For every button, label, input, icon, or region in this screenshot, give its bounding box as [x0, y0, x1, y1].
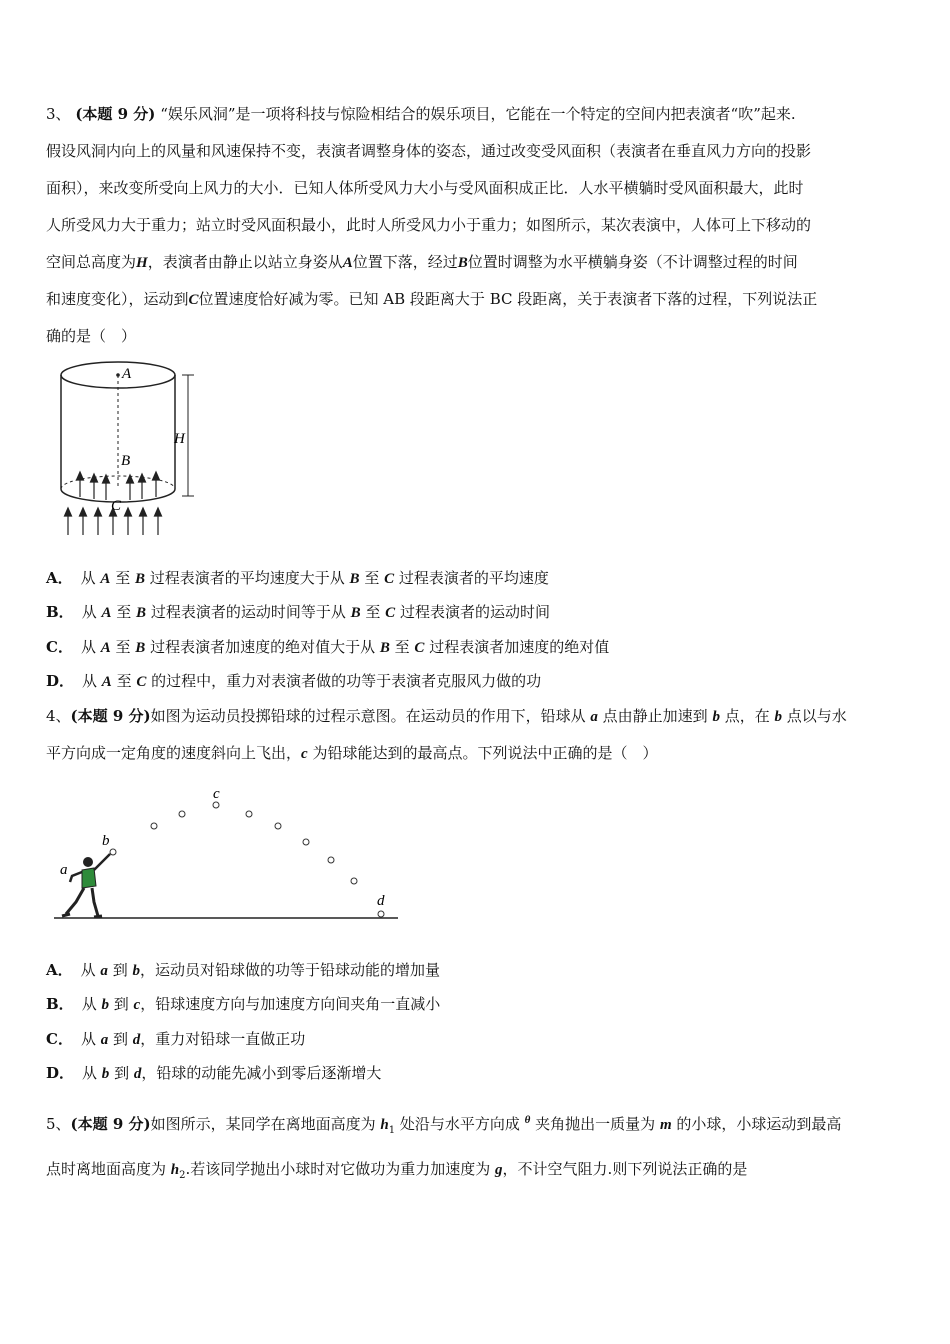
- q4-line-2: 平方向成一定角度的速度斜向上飞出，c 为铅球能达到的最高点。下列说法中正确的是（ ）: [46, 744, 658, 762]
- label-d: d: [377, 893, 385, 909]
- q4-tag: (本题 9 分): [70, 707, 151, 725]
- q4-line-1: 4、(本题 9 分)如图为运动员投掷铅球的过程示意图。在运动员的作用下，铅球从 a 点由静止加速到 b 点，在 b 点以与水: [46, 707, 847, 725]
- q4-option-d[interactable]: D． 从 b 到 d，铅球的动能先减小到零后逐渐增大: [46, 1064, 382, 1082]
- q4-option-c[interactable]: C． 从 a 到 d，重力对铅球一直做正功: [46, 1030, 306, 1048]
- q3-text-5d: 位置时调整为水平横躺身姿（不计调整过程的时间: [467, 253, 798, 271]
- q4-option-b[interactable]: B． 从 b 到 c，铅球速度方向与加速度方向间夹角一直减小: [46, 995, 441, 1013]
- q3-tag: (本题 9 分): [75, 105, 156, 123]
- q3-line-2: 假设风洞内向上的风量和风速保持不变，表演者调整身体的姿态，通过改变受风面积（表演者在垂直风力方向的投影: [46, 142, 812, 160]
- label-C: C: [111, 498, 122, 514]
- shot-put-figure: [50, 780, 405, 925]
- q3-line-3: 面积），来改变所受向上风力的大小．已知人体所受风力大小与受风面积成正比．人水平横躺时受风面积最大，此时: [46, 179, 804, 197]
- athlete-figure: [62, 854, 110, 917]
- q3-text-6b: 位置速度恰好减为零。已知 AB 段距离大于 BC 段距离，关于表演者下落的过程，下列说法正: [198, 290, 818, 308]
- q3-line-4: 人所受风力大于重力；站立时受风面积最小，此时人所受风力小于重力；如图所示，某次表演中，人体可上下移动的: [46, 216, 812, 234]
- q3-line-1: [46, 104, 908, 124]
- q3-var-A: A: [342, 255, 353, 271]
- label-b: b: [102, 833, 110, 849]
- q3-line-6: [46, 289, 908, 310]
- q5-line-2: 点时离地面高度为 $h_2$.若该同学抛出小球时对它做功为重力加速度为 g，不计空气阻力.则下列说法正确的是: [46, 1160, 748, 1181]
- q4-number: 4、: [46, 707, 71, 725]
- label-H: H: [174, 431, 185, 447]
- wind-tunnel-figure: [50, 355, 210, 540]
- label-A: A: [122, 366, 132, 382]
- label-a: a: [60, 862, 68, 878]
- q3-number: 3、: [46, 105, 71, 123]
- label-c: c: [213, 786, 220, 802]
- q3-text-5a: 空间总高度为: [46, 253, 137, 271]
- option-letter: A．: [46, 569, 73, 587]
- q5-line-1: 5、(本题 9 分)如图所示，某同学在离地面高度为 $h_1$ 处沿与水平方向成 $^\theta$ 夹角抛出一质量为 m 的小球，小球运动到最高: [46, 1114, 842, 1136]
- option-letter: C．: [46, 1030, 73, 1048]
- q3-line-7: 确的是（ ）: [46, 327, 137, 345]
- q3-option-d[interactable]: D． 从 A 至 C 的过程中，重力对表演者做的功等于表演者克服风力做的功: [46, 672, 542, 690]
- q3-option-b[interactable]: B． 从 A 至 B 过程表演者的运动时间等于从 B 至 C 过程表演者的运动时间: [46, 603, 550, 621]
- label-B: B: [121, 453, 131, 469]
- option-letter: C．: [46, 638, 73, 656]
- q3-option-c[interactable]: C． 从 A 至 B 过程表演者加速度的绝对值大于从 B 至 C 过程表演者加速度的绝对值: [46, 638, 610, 656]
- q3-text-5c: 位置下落，经过: [352, 253, 458, 271]
- option-letter: B．: [46, 603, 74, 621]
- q5-number: 5、: [46, 1115, 71, 1133]
- q4-option-a[interactable]: A． 从 a 到 b，运动员对铅球做的功等于铅球动能的增加量: [46, 961, 440, 979]
- q3-text-1: “娱乐风洞”是一项将科技与惊险相结合的娱乐项目，它能在一个特定的空间内把表演者“吹”起来.: [160, 105, 796, 123]
- q3-var-C: C: [188, 292, 199, 308]
- option-letter: B．: [46, 995, 74, 1013]
- option-letter: D．: [46, 672, 75, 690]
- option-letter: D．: [46, 1064, 75, 1082]
- q3-text-6a: 和速度变化），运动到: [46, 290, 189, 308]
- option-letter: A．: [46, 961, 73, 979]
- q3-var-B: B: [457, 255, 468, 271]
- q3-var-H: H: [136, 255, 148, 271]
- q3-text-5b: ，表演者由静止以站立身姿从: [147, 253, 343, 271]
- q5-tag: (本题 9 分): [70, 1115, 151, 1133]
- q3-option-a[interactable]: A． 从 A 至 B 过程表演者的平均速度大于从 B 至 C 过程表演者的平均速度: [46, 569, 549, 587]
- q3-line-5: [46, 252, 908, 273]
